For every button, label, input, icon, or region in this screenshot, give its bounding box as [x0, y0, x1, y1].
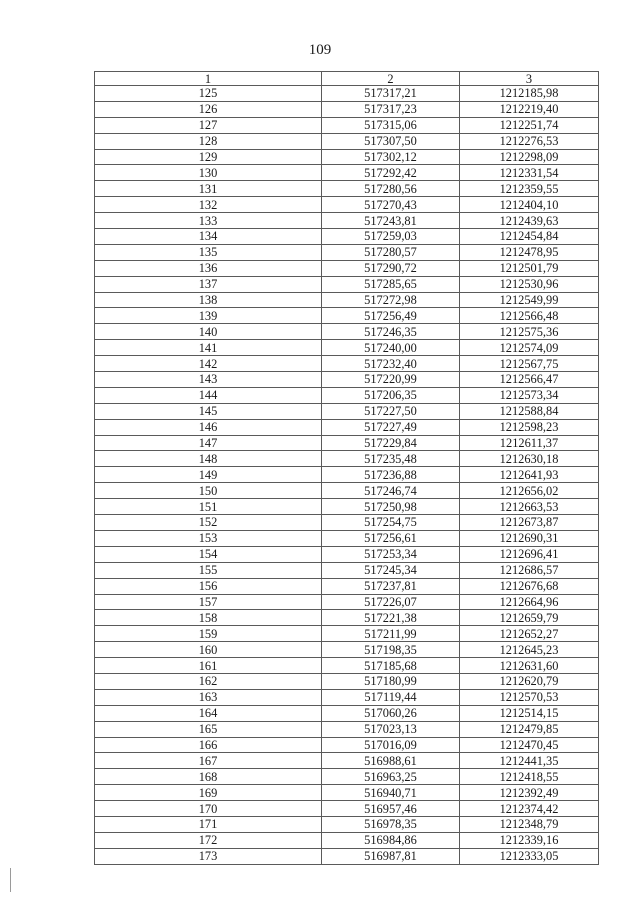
y-coordinate-cell: 1212418,55 [460, 769, 599, 785]
table-row [95, 832, 599, 848]
table-row [95, 149, 599, 165]
point-number-cell: 165 [95, 721, 322, 737]
x-coordinate-cell: 517292,42 [322, 165, 460, 181]
point-number-cell: 142 [95, 356, 322, 372]
point-number-cell: 160 [95, 642, 322, 658]
y-coordinate-cell: 1212690,31 [460, 530, 599, 546]
table-row [95, 467, 599, 483]
x-coordinate-cell: 517246,74 [322, 483, 460, 499]
point-number-cell: 148 [95, 451, 322, 467]
y-coordinate-cell: 1212549,99 [460, 292, 599, 308]
point-number-cell: 149 [95, 467, 322, 483]
margin-mark [10, 868, 11, 892]
x-coordinate-cell: 517237,81 [322, 578, 460, 594]
point-number-cell: 143 [95, 372, 322, 388]
y-coordinate-cell: 1212664,96 [460, 594, 599, 610]
table-row [95, 229, 599, 245]
y-coordinate-cell: 1212439,63 [460, 213, 599, 229]
y-coordinate-cell: 1212359,55 [460, 181, 599, 197]
x-coordinate-cell: 517023,13 [322, 721, 460, 737]
point-number-cell: 140 [95, 324, 322, 340]
table-row [95, 610, 599, 626]
y-coordinate-cell: 1212630,18 [460, 451, 599, 467]
y-coordinate-cell: 1212185,98 [460, 86, 599, 102]
y-coordinate-cell: 1212573,34 [460, 387, 599, 403]
y-coordinate-cell: 1212575,36 [460, 324, 599, 340]
x-coordinate-cell: 517256,61 [322, 530, 460, 546]
table-row [95, 117, 599, 133]
y-coordinate-cell: 1212339,16 [460, 832, 599, 848]
point-number-cell: 152 [95, 515, 322, 531]
table-row [95, 499, 599, 515]
table-header-row [95, 72, 599, 86]
table-row [95, 483, 599, 499]
y-coordinate-cell: 1212479,85 [460, 721, 599, 737]
table-row [95, 387, 599, 403]
point-number-cell: 126 [95, 101, 322, 117]
table-row [95, 673, 599, 689]
point-number-cell: 169 [95, 785, 322, 801]
x-coordinate-cell: 516988,61 [322, 753, 460, 769]
table-row [95, 689, 599, 705]
x-coordinate-cell: 516940,71 [322, 785, 460, 801]
x-coordinate-cell: 517250,98 [322, 499, 460, 515]
y-coordinate-cell: 1212392,49 [460, 785, 599, 801]
point-number-cell: 171 [95, 816, 322, 832]
y-coordinate-cell: 1212331,54 [460, 165, 599, 181]
x-coordinate-cell: 516984,86 [322, 832, 460, 848]
x-coordinate-cell: 517016,09 [322, 737, 460, 753]
y-coordinate-cell: 1212598,23 [460, 419, 599, 435]
y-coordinate-cell: 1212620,79 [460, 673, 599, 689]
point-number-cell: 128 [95, 133, 322, 149]
column-header-3: 3 [460, 72, 599, 86]
point-number-cell: 139 [95, 308, 322, 324]
table-row [95, 213, 599, 229]
point-number-cell: 134 [95, 229, 322, 245]
table-row [95, 324, 599, 340]
x-coordinate-cell: 517290,72 [322, 260, 460, 276]
point-number-cell: 170 [95, 801, 322, 817]
x-coordinate-cell: 516957,46 [322, 801, 460, 817]
y-coordinate-cell: 1212404,10 [460, 197, 599, 213]
point-number-cell: 155 [95, 562, 322, 578]
coordinates-table [94, 71, 599, 865]
point-number-cell: 145 [95, 403, 322, 419]
x-coordinate-cell: 517060,26 [322, 705, 460, 721]
table-row [95, 562, 599, 578]
x-coordinate-cell: 517280,56 [322, 181, 460, 197]
y-coordinate-cell: 1212686,57 [460, 562, 599, 578]
point-number-cell: 147 [95, 435, 322, 451]
point-number-cell: 173 [95, 848, 322, 864]
y-coordinate-cell: 1212454,84 [460, 229, 599, 245]
point-number-cell: 161 [95, 658, 322, 674]
table-row [95, 530, 599, 546]
x-coordinate-cell: 517119,44 [322, 689, 460, 705]
table-row [95, 737, 599, 753]
table-row [95, 816, 599, 832]
table-row [95, 785, 599, 801]
x-coordinate-cell: 517198,35 [322, 642, 460, 658]
table-row [95, 626, 599, 642]
y-coordinate-cell: 1212641,93 [460, 467, 599, 483]
y-coordinate-cell: 1212348,79 [460, 816, 599, 832]
point-number-cell: 154 [95, 546, 322, 562]
table-row [95, 101, 599, 117]
table-row [95, 515, 599, 531]
table-row [95, 705, 599, 721]
x-coordinate-cell: 517256,49 [322, 308, 460, 324]
x-coordinate-cell: 517227,50 [322, 403, 460, 419]
x-coordinate-cell: 517227,49 [322, 419, 460, 435]
x-coordinate-cell: 517185,68 [322, 658, 460, 674]
point-number-cell: 172 [95, 832, 322, 848]
x-coordinate-cell: 517236,88 [322, 467, 460, 483]
table-row [95, 546, 599, 562]
y-coordinate-cell: 1212570,53 [460, 689, 599, 705]
table-row [95, 340, 599, 356]
point-number-cell: 146 [95, 419, 322, 435]
table-row [95, 801, 599, 817]
table-row [95, 721, 599, 737]
y-coordinate-cell: 1212567,75 [460, 356, 599, 372]
table-row [95, 848, 599, 864]
x-coordinate-cell: 517180,99 [322, 673, 460, 689]
table-row [95, 578, 599, 594]
y-coordinate-cell: 1212611,37 [460, 435, 599, 451]
point-number-cell: 168 [95, 769, 322, 785]
y-coordinate-cell: 1212588,84 [460, 403, 599, 419]
point-number-cell: 150 [95, 483, 322, 499]
column-header-2: 2 [322, 72, 460, 86]
column-header-1: 1 [95, 72, 322, 86]
table-row [95, 133, 599, 149]
y-coordinate-cell: 1212645,23 [460, 642, 599, 658]
table-row [95, 308, 599, 324]
x-coordinate-cell: 517235,48 [322, 451, 460, 467]
y-coordinate-cell: 1212514,15 [460, 705, 599, 721]
table-row [95, 356, 599, 372]
y-coordinate-cell: 1212656,02 [460, 483, 599, 499]
point-number-cell: 130 [95, 165, 322, 181]
y-coordinate-cell: 1212501,79 [460, 260, 599, 276]
point-number-cell: 163 [95, 689, 322, 705]
point-number-cell: 167 [95, 753, 322, 769]
table-row [95, 372, 599, 388]
table-row [95, 260, 599, 276]
y-coordinate-cell: 1212219,40 [460, 101, 599, 117]
x-coordinate-cell: 517285,65 [322, 276, 460, 292]
x-coordinate-cell: 517253,34 [322, 546, 460, 562]
x-coordinate-cell: 517221,38 [322, 610, 460, 626]
table-row [95, 292, 599, 308]
table-row [95, 642, 599, 658]
table-row [95, 403, 599, 419]
point-number-cell: 144 [95, 387, 322, 403]
y-coordinate-cell: 1212676,68 [460, 578, 599, 594]
y-coordinate-cell: 1212659,79 [460, 610, 599, 626]
point-number-cell: 162 [95, 673, 322, 689]
y-coordinate-cell: 1212663,53 [460, 499, 599, 515]
y-coordinate-cell: 1212298,09 [460, 149, 599, 165]
y-coordinate-cell: 1212566,47 [460, 372, 599, 388]
y-coordinate-cell: 1212441,35 [460, 753, 599, 769]
x-coordinate-cell: 517315,06 [322, 117, 460, 133]
point-number-cell: 164 [95, 705, 322, 721]
y-coordinate-cell: 1212574,09 [460, 340, 599, 356]
table-row [95, 594, 599, 610]
table-body [95, 86, 599, 865]
x-coordinate-cell: 517317,23 [322, 101, 460, 117]
y-coordinate-cell: 1212566,48 [460, 308, 599, 324]
table-row [95, 658, 599, 674]
point-number-cell: 157 [95, 594, 322, 610]
y-coordinate-cell: 1212478,95 [460, 244, 599, 260]
y-coordinate-cell: 1212631,60 [460, 658, 599, 674]
point-number-cell: 151 [95, 499, 322, 515]
y-coordinate-cell: 1212530,96 [460, 276, 599, 292]
x-coordinate-cell: 516987,81 [322, 848, 460, 864]
page-number: 109 [308, 42, 332, 58]
point-number-cell: 127 [95, 117, 322, 133]
x-coordinate-cell: 517270,43 [322, 197, 460, 213]
x-coordinate-cell: 516978,35 [322, 816, 460, 832]
y-coordinate-cell: 1212696,41 [460, 546, 599, 562]
table-row [95, 165, 599, 181]
table-row [95, 276, 599, 292]
table-row [95, 197, 599, 213]
x-coordinate-cell: 517245,34 [322, 562, 460, 578]
y-coordinate-cell: 1212333,05 [460, 848, 599, 864]
y-coordinate-cell: 1212652,27 [460, 626, 599, 642]
x-coordinate-cell: 517272,98 [322, 292, 460, 308]
x-coordinate-cell: 517259,03 [322, 229, 460, 245]
x-coordinate-cell: 517232,40 [322, 356, 460, 372]
table-row [95, 419, 599, 435]
point-number-cell: 153 [95, 530, 322, 546]
point-number-cell: 136 [95, 260, 322, 276]
y-coordinate-cell: 1212276,53 [460, 133, 599, 149]
x-coordinate-cell: 517240,00 [322, 340, 460, 356]
table-row [95, 753, 599, 769]
x-coordinate-cell: 517307,50 [322, 133, 460, 149]
table-row [95, 435, 599, 451]
x-coordinate-cell: 517211,99 [322, 626, 460, 642]
point-number-cell: 156 [95, 578, 322, 594]
x-coordinate-cell: 517220,99 [322, 372, 460, 388]
x-coordinate-cell: 517229,84 [322, 435, 460, 451]
x-coordinate-cell: 517246,35 [322, 324, 460, 340]
point-number-cell: 138 [95, 292, 322, 308]
point-number-cell: 141 [95, 340, 322, 356]
point-number-cell: 125 [95, 86, 322, 102]
x-coordinate-cell: 516963,25 [322, 769, 460, 785]
table-row [95, 86, 599, 102]
point-number-cell: 137 [95, 276, 322, 292]
x-coordinate-cell: 517226,07 [322, 594, 460, 610]
y-coordinate-cell: 1212374,42 [460, 801, 599, 817]
point-number-cell: 129 [95, 149, 322, 165]
y-coordinate-cell: 1212470,45 [460, 737, 599, 753]
point-number-cell: 166 [95, 737, 322, 753]
x-coordinate-cell: 517254,75 [322, 515, 460, 531]
point-number-cell: 132 [95, 197, 322, 213]
point-number-cell: 159 [95, 626, 322, 642]
x-coordinate-cell: 517280,57 [322, 244, 460, 260]
y-coordinate-cell: 1212251,74 [460, 117, 599, 133]
y-coordinate-cell: 1212673,87 [460, 515, 599, 531]
table-row [95, 181, 599, 197]
x-coordinate-cell: 517243,81 [322, 213, 460, 229]
table-row [95, 769, 599, 785]
x-coordinate-cell: 517206,35 [322, 387, 460, 403]
table-row [95, 451, 599, 467]
point-number-cell: 158 [95, 610, 322, 626]
point-number-cell: 133 [95, 213, 322, 229]
point-number-cell: 135 [95, 244, 322, 260]
point-number-cell: 131 [95, 181, 322, 197]
x-coordinate-cell: 517317,21 [322, 86, 460, 102]
x-coordinate-cell: 517302,12 [322, 149, 460, 165]
table-row [95, 244, 599, 260]
